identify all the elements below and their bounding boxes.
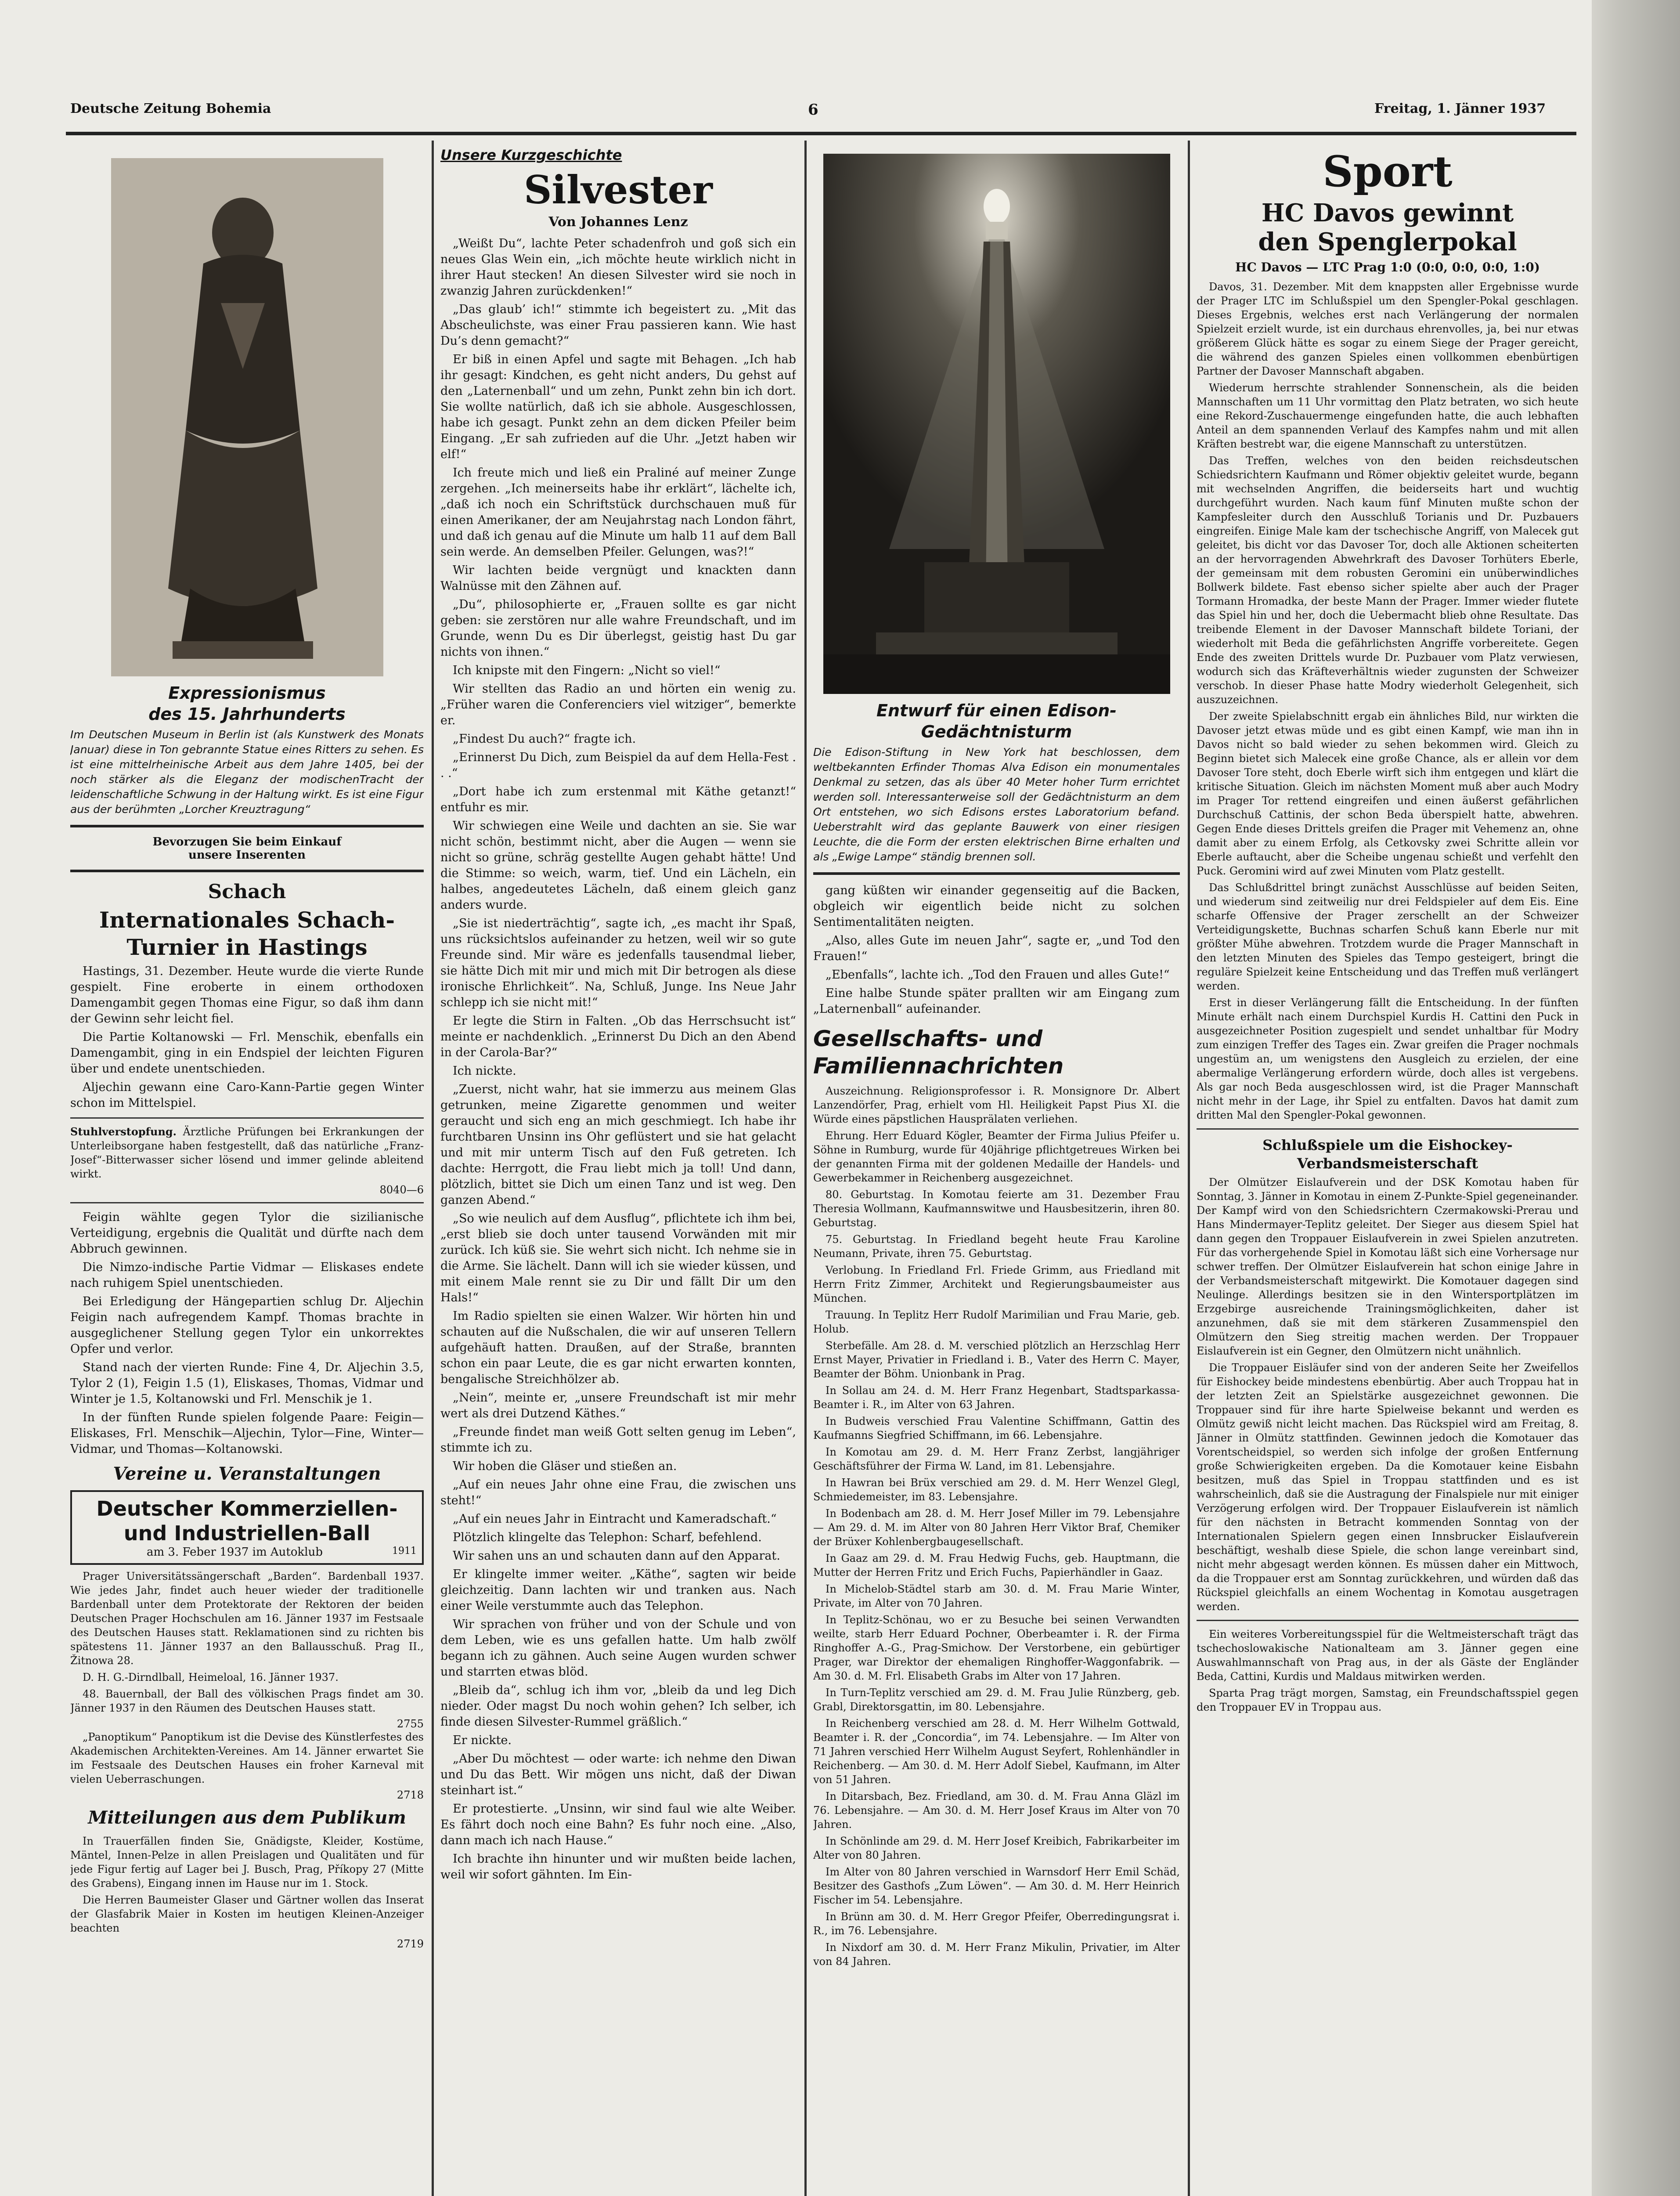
edison-tower-photo [823,154,1170,694]
separator [813,872,1180,875]
schluss-body [1197,1175,1579,1614]
story-paragraph: „Auf ein neues Jahr in Eintracht und Kameradschaft.“ [453,1512,777,1526]
story-paragraph: „Freunde findet man weiß Gott selten genug im Leben“, stimmte ich zu. [440,1425,796,1455]
vereine-title: Vereine u. Veranstaltungen [113,1463,381,1484]
chess-section-title: Schach [208,881,286,903]
family-news-paragraph: Sterbefälle. Am 28. d. M. verschied plötzlich an Herzschlag Herr Ernst Mayer, Privatier in Friedland i. B., Vater des Herrn C. Mayer, Beamter der Böhm. Unionbank in Prag. [813,1340,1180,1380]
family-news-paragraph: In Turn-Teplitz verschied am 29. d. M. Frau Julie Rünzberg, geb. Grabl, Direktorsgattin, im 80. Lebensjahre. [813,1687,1180,1713]
story-paragraph: Er nickte. [453,1734,512,1747]
family-news-paragraph: In Hawran bei Brüx verschied am 29. d. M. Herr Wenzel Glegl, Schmiedemeister, im 83. Lebensjahre. [813,1477,1180,1503]
story-paragraph: gang küßten wir einander gegenseitig auf die Backen, obgleich wir eigentlich beide nicht zu solchen Sentimentalitäten neigten. [813,884,1180,929]
schluss-paragraph: Der Olmützer Eislaufverein und der DSK Komotau haben für Sonntag, 3. Jänner in Komotau in einem Z-Punkte-Spiel gegeneinander. Der Kampf wird von den Schiedsrichtern Czermakowski-Prerau und Hans Mindermayer-Teplitz geleitet. Der Sieger aus diesem Spiel hat dann gegen den Troppauer Eislaufverein in zwei Spielen anzutreten. Für das vorhergehende Spiel in Komotau läßt sich eine Vorhersage nur schwer treffen. Der Olmützer Eislaufverein hat schon einige Jahre in der Verbandsmeisterschaft mitgewirkt. Die Komotauer dagegen sind Neulinge. Allerdings besitzen sie in den Wintersportplätzen im Erzgebirge ausreichende Trainingsmöglichkeiten, daher ist anzunehmen, daß sie mit dem stärkeren Zusammenspiel den Olmützern den Sieg streitig machen werden. Der Troppauer Eislaufverein ist ein Gegner, den Olmützern nicht unähnlich. [1197,1176,1579,1357]
story-paragraph: Er legte die Stirn in Falten. „Ob das Herrschsucht ist“ meinte er nachdenklich. „Erinnerst Du Dich an den Abend in der Carola-Bar?“ [440,1014,796,1059]
ad-code: 8040—6 [379,1184,424,1196]
sport-paragraph: Das Treffen, welches von den beiden reichsdeutschen Schiedsrichtern Kaufmann und Römer objektiv geleitet wurde, begann mit wechselnden Angriffen, die beiderseits hart und wuchtig durchgeführt wurden. Nach kaum fünf Minuten mußte schon der Kampfesleiter durch den Ausschluß Torianis und Dr. Puzbauers eingreifen. Einige Male kam der tschechische Angriff, von Malecek gut geleitet, bis dicht vor das Davoser Tor, doch alle Aktionen scheiterten an der hervorragenden Abwehrkraft des Davoser Torhüters Eberle, der gemeinsam mit dem robusten Geromini ein unüberwindliches Bollwerk bildete. Fast ebenso sicher spielte aber auch der Prager Tormann Hromadka, der beste Mann der Prager. Immer wieder flutete das Spiel hin und her, doch die Uebermacht blieb ohne Resultate. Das treibende Element in der Davoser Mannschaft bildete Toriani, der wiederholt mit Beda die gefährlichsten Angriffe vorbereitete. Gegen Ende des zweiten Drittels wurde Dr. Puzbauer vom Platz verwiesen, wodurch sich das Kräfteverhältnis wieder zugunsten der Schweizer verschob. In dieser Phase hatte Modry wiederholt Gelegenheit, sich auszuzeichnen. [1197,455,1579,706]
sport-body [1197,280,1579,1122]
photo-caption-title: Entwurf für einen Edison- Gedächtnisturm [876,701,1117,741]
family-news-paragraph: Auszeichnung. Religionsprofessor i. R. Monsignore Dr. Albert Lanzendörfer, Prag, erhielt vom Hl. Heiligkeit Papst Pius XI. die Würde eines päpstlichen Hausprälaten verliehen. [813,1085,1180,1125]
column-2 [440,145,796,2196]
advertisers-notice: Bevorzugen Sie beim Einkauf unsere Inserenten [152,835,342,862]
story-paragraph: „Das glaub’ ich!“ stimmte ich begeistert zu. „Mit das Abscheulichste, was einer Frau passieren kann. Wie hast Du’s denn gemacht?“ [440,303,796,348]
story-paragraph: „Aber Du möchtest — oder warte: ich nehme den Diwan und Du das Bett. Wir mögen uns nicht, daß der Diwan steinhart ist.“ [440,1752,796,1797]
mitteilungen-paragraph: In Trauerfällen finden Sie, Gnädigste, Kleider, Kostüme, Mäntel, Innen-Pelze in allen Preislagen und Qualitäten und für jede Figur fertig auf Lager bei J. Busch, Prag, Příkopy 27 (Mitte des Grabens), Eingang innen im Hause nur im 1. Stock. [70,1835,424,1889]
chess-paragraph: In der fünften Runde spielen folgende Paare: Feigin—Eliskases, Frl. Menschik—Aljechin, Tylor—Fine, Winter—Vidmar, und Thomas—Koltanowski. [70,1411,424,1456]
story-paragraph: Ich nickte. [453,1064,516,1078]
story-paragraph: „So wie neulich auf dem Ausflug“, pflichtete ich ihm bei, „erst blieb sie doch unter tausend Vorwänden mit mir zurück. Ich küß sie. Sie wehrt sich nicht. Ich nehme sie in die Arme. Sie lächelt. Dann will ich sie wieder küssen, und mit einem Male rennt sie zu Dir und fällt Dir um den Hals!“ [440,1212,796,1304]
masthead-rule [66,132,1576,135]
sport-paragraph: Wiederum herrschte strahlender Sonnenschein, als die beiden Mannschaften um 11 Uhr vormittag den Platz betraten, wo sich heute eine Rekord-Zuschauermenge eingefunden hatte, die auch lebhaften Anteil an dem spannenden Verlauf des Kampfes nahm und mit allen Kräften bestrebt war, die eigene Mannschaft zu unterstützen. [1197,382,1579,450]
ball-title: Deutscher Kommerziellen- und Industriellen-Ball [96,1497,398,1545]
chess-paragraph: Bei Erledigung der Hängepartien schlug Dr. Aljechin Feigin nach aufregendem Kampf. Thomas brachte in ausgeglichener Stellung gegen Tylor ein unkorrektes Opfer und verlor. [70,1295,424,1356]
family-news-paragraph: In Brünn am 30. d. M. Herr Gregor Pfeifer, Oberredingungsrat i. R., im 76. Lebensjahre. [813,1911,1180,1937]
story-paragraph: „Auf ein neues Jahr ohne eine Frau, die zwischen uns steht!“ [440,1478,796,1507]
chess-paragraph: Die Nimzo-indische Partie Vidmar — Eliskases endete nach ruhigem Spiel unentschieden. [70,1261,424,1290]
sport-paragraph: Der zweite Spielabschnitt ergab ein ähnliches Bild, nur wirkten die Davoser jetzt etwas müde und es gibt einen Kampf, wie man ihn in Davos nicht so bald wieder zu sehen bekommen wird. Gleich zu Beginn bietet sich Malecek eine große Chance, als er allein vor dem Davoser Tore steht, doch Eberle wirft sich ihm entgegen und klärt die kritische Situation. Gleich im nächsten Moment muß aber auch Modry im Prager Tor rettend eingreifen und einen äußerst gefährlichen Durchschuß Cattinis, der schon Beda überspielt hatte, abwehren. Gegen Ende dieses Drittels greifen die Prager mit Vehemenz an, ohne damit aber zu einem Erfolg, als Cetkovsky zwei Schritte allein vor Eberle auftaucht, aber die Scheibe ungenau schießt und verfehlt den Puck. Geromini wird auf zwei Minuten vom Platz gestellt. [1197,710,1579,877]
photo-caption-title: Expressionismus des 15. Jahrhunderts [148,683,346,724]
story-paragraph: „Dort habe ich zum erstenmal mit Käthe getanzt!“ entfuhr es mir. [440,785,796,814]
vereine-paragraph: Prager Universitätssängerschaft „Barden“. Bardenball 1937. Wie jedes Jahr, findet auch heuer wieder der traditionelle Bardenball unter dem Protektorate der Rektoren der beiden Deutschen Prager Hochschulen am 16. Jänner 1937 im Festsaale des Deutschen Hauses statt. Reklamationen sind zu richten bis spätestens 11. Jänner 1937 an den Ballausschuß. Prag II., Žitnowa 28. [70,1570,424,1667]
story-title: Silvester [523,167,713,213]
story-body [440,236,796,1883]
mitteilungen-paragraph: Die Herren Baumeister Glaser und Gärtner wollen das Inserat der Glasfabrik Maier in Kosten im heutigen Kleinen-Anzeiger beachten [70,1894,424,1934]
story-paragraph: „Du“, philosophierte er, „Frauen sollte es gar nicht geben: sie zerstören nur alle wahre Freundschaft, und im Grunde, wenn Du es Dir überlegst, geistig hast Du gar nichts von ihnen.“ [440,598,796,659]
story-paragraph: „Nein“, meinte er, „unsere Freundschaft ist mir mehr wert als drei Dutzend Käthes.“ [440,1391,796,1420]
masthead-title: Deutsche Zeitung Bohemia [70,101,271,116]
ad-paragraph [70,1125,424,1181]
separator [70,825,424,827]
story-paragraph: Wir stellten das Radio an und hörten ein wenig zu. „Früher waren die Conferenciers viel witziger“, bemerkte er. [440,682,796,727]
column-3 [813,145,1180,2196]
family-news-paragraph: In Komotau am 29. d. M. Herr Franz Zerbst, langjähriger Geschäftsführer der Firma W. Land, im 81. Lebensjahre. [813,1446,1180,1472]
family-news-paragraph: In Schönlinde am 29. d. M. Herr Josef Kreibich, Fabrikarbeiter im Alter von 80 Jahren. [813,1835,1180,1861]
family-news-paragraph: In Sollau am 24. d. M. Herr Franz Hegenbart, Stadtsparkassa-Beamter i. R., im Alter von 63 Jahren. [813,1384,1180,1411]
ball-advertisement [70,1490,424,1565]
separator [1197,1620,1579,1621]
sport-paragraph: Davos, 31. Dezember. Mit dem knappsten aller Ergebnisse wurde der Prager LTC im Schlußspiel um den Spengler-Pokal geschlagen. Dieses Ergebnis, welches erst nach Verlängerung der normalen Spielzeit erzielt wurde, ist ein durchaus ehrenvolles, ja, bei nur etwas größerem Glück hätte es sogar zu einem Siege der Prager gereicht, die während des ganzen Spieles einen vollkommen ebenbürtigen Partner der Davoser Mannschaft abgaben. [1197,281,1579,377]
separator [1197,1128,1579,1130]
photo-caption: Im Deutschen Museum in Berlin ist (als Kunstwerk des Monats Januar) diese in Ton gebrannte Statue eines Ritters zu sehen. Es ist eine mittelrheinische Arbeit aus dem Jahre 1405, bei der noch stärker als die Eleganz der modischenTracht der leidenschaftliche Schwung in der Haltung wirkt. Es ist eine Figur aus der berühmten „Lorcher Kreuztragung“ [70,728,424,816]
column-divider [432,141,434,2196]
vereine-code: 2718 [397,1789,424,1801]
family-news-paragraph: Trauung. In Teplitz Herr Rudolf Marimilian und Frau Marie, geb. Holub. [813,1309,1180,1335]
story-paragraph: Ich knipste mit den Fingern: „Nicht so viel!“ [453,664,721,677]
family-news-paragraph: In Teplitz-Schönau, wo er zu Besuche bei seinen Verwandten weilte, starb Herr Eduard Pochner, Oberbeamter i. R. der Firma Ringhoffer A.-G., Prag-Smichow. Der Verstorbene, ein gebürtiger Prager, war Direktor der ehemaligen Ringhoffer-Waggonfabrik. — Am 30. d. M. Frl. Elisabeth Grabs im Alter von 17 Jahren. [813,1614,1180,1682]
story-paragraph: Im Radio spielten sie einen Walzer. Wir hörten hin und schauten auf die Nußschalen, die wir auf unseren Tellern aufgehäuft hatten. Draußen, auf der Straße, brannten schon ein paar Leute, die es gar nicht erwarten konnten, bengalische Streichhölzer ab. [440,1309,796,1386]
family-news-paragraph: In Ditarsbach, Bez. Friedland, am 30. d. M. Frau Anna Gläzl im 76. Lebensjahre. — Am 30. d. M. Herr Josef Kraus im Alter von 70 Jahren. [813,1790,1180,1831]
story-paragraph: Wir lachten beide vergnügt und knackten dann Walnüsse mit den Zähnen auf. [440,563,796,593]
story-paragraph: Plötzlich klingelte das Telephon: Scharf, befehlend. [453,1531,762,1544]
family-news-body [813,1084,1180,1968]
ad-title: Stuhlverstopfung. [70,1125,177,1138]
story-paragraph: Eine halbe Stunde später prallten wir am Eingang zum „Laternenball“ aufeinander. [813,986,1180,1016]
chess-headline: Internationales Schach- Turnier in Hastings [99,907,395,960]
story-paragraph: Wir sprachen von früher und von der Schule und von dem Leben, wie es uns gefallen hatte. Um halb zwölf begann ich zu gähnen. Auch seine Augen wurden schwer und starrten etwas blöd. [440,1618,796,1679]
story-paragraph: Ich freute mich und ließ ein Praliné auf meiner Zunge zergehen. „Ich meinerseits habe ihr erklärt“, lächelte ich, „daß ich noch ein Schriftstück durchschauen muß für einen Amerikaner, der am Neujahrstag nach London fährt, und daß ich genau auf die Minute um halb 11 auf dem Ball sein werde. An demselben Pfeiler. Gelungen, was?!“ [440,466,796,559]
story-paragraph: „Weißt Du“, lachte Peter schadenfroh und goß sich ein neues Glas Wein ein, „ich möchte heute wirklich nicht in ihrer Haut stecken! An diesen Silvester wird sie noch in zwanzig Jahren zurückdenken!“ [440,237,796,298]
sport-paragraph: Das Schlußdrittel bringt zunächst Ausschlüsse auf beiden Seiten, und wiederum sind zeitweilig nur drei Feldspieler auf dem Eis. Eine scharfe Offensive der Prager zerschellt an der Schweizer Verteidigungskette, Buchnas scharfen Schuß kann Eberle nur mit größter Mühe abwehren. Trotzdem wurde die Prager Mannschaft in den letzten Minuten des Spieles das Tempo gesteigert, bringt die reguläre Spielzeit keine Entscheidung und das Treffen muß verlängert werden. [1197,881,1579,992]
story-paragraph: Ich brachte ihn hinunter und wir mußten beide lachen, weil wir sofort gähnten. Im Ein- [440,1852,796,1882]
chess-paragraph: Stand nach der vierten Runde: Fine 4, Dr. Aljechin 3.5, Tylor 2 (1), Feigin 1.5 (1), Eliskases, Thomas, Vidmar und Winter je 1.5, Koltanowski und Frl. Menschik je 1. [70,1361,424,1406]
vereine-paragraph: „Panoptikum“ Panoptikum ist die Devise des Künstlerfestes des Akademischen Architekten-Vereines. Am 14. Jänner erwartet Sie im Festsaale des Deutschen Hauses ein froher Karneval mit vielen Ueberraschungen. [70,1731,424,1785]
family-news-paragraph: In Gaaz am 29. d. M. Frau Hedwig Fuchs, geb. Hauptmann, die Mutter der Herren Fritz und Erich Fuchs, Papierhändler in Gaaz. [813,1552,1180,1578]
story-paragraph: „Erinnerst Du Dich, zum Beispiel da auf dem Hella-Fest . . .“ [440,751,796,780]
vereine-paragraph: D. H. G.-Dirndlball, Heimeloal, 16. Jänner 1937. [83,1671,339,1683]
photo-caption: Die Edison-Stiftung in New York hat beschlossen, dem weltbekannten Erfinder Thomas Alva Edison ein monumentales Denkmal zu setzen, das als über 40 Meter hoher Turm errichtet werden soll. Interessanterweise soll der Gedächtnisturm an dem Ort entstehen, wo sich Edisons erstes Laboratorium befand. Ueberstrahlt wird das geplante Bauwerk von einer riesigen Leuchte, die die Form der ersten elektrischen Birne erhalten und als „Ewige Lampe“ ständig brennen soll. [813,746,1180,863]
column-divider [1188,141,1190,2196]
separator [70,870,424,872]
family-news-paragraph: Ehrung. Herr Eduard Kögler, Beamter der Firma Julius Pfeifer u. Söhne in Rumburg, wurde für 40jährige pflichtgetreues Wirken bei der genannten Firma mit der goldenen Medaille der Handels- und Gewerbekammer in Reichenberg ausgezeichnet. [813,1130,1180,1184]
issue-date: Freitag, 1. Jänner 1937 [1374,101,1546,116]
family-news-paragraph: 80. Geburtstag. In Komotau feierte am 31. Dezember Frau Theresia Wollmann, Kaufmannswitwe und Hausbesitzerin, ihren 80. Geburtstag. [813,1188,1180,1229]
story-paragraph: „Bleib da“, schlug ich ihm vor, „bleib da und leg Dich nieder. Oder magst Du noch wohin gehen? Ich selber, ich finde diesen Silvester-Rummel gräßlich.“ [440,1683,796,1729]
story-paragraph: „Findest Du auch?“ fragte ich. [453,732,636,746]
story-paragraph: Er biß in einen Apfel und sagte mit Behagen. „Ich hab ihr gesagt: Kindchen, es geht nicht anders, Du gehst auf den „Laternenball“ und um zehn, Punkt zehn bin ich dort. Sie wollte natürlich, daß ich sie abhole. Ausgeschlossen, habe ich gesagt. Punkt zehn an dem dicken Pfeiler beim Eingang. „Er sah zufrieden auf die Uhr. „Jetzt haben wir elf!“ [440,353,796,461]
schluss-paragraph: Die Troppauer Eisläufer sind von der anderen Seite her Zweifellos für Eishockey beide mindestens ebenbürtig. Aber auch Troppau hat in der letzten Zeit an Spielstärke ausgezeichnet gewonnen. Die Troppauer sind für ihre harte Spielweise bekannt und werden es Olmütz gewiß nicht leicht machen. Das Rückspiel wird am Freitag, 8. Jänner in Olmütz stattfinden. Gewinnen jedoch die Komotauer das Vorentscheidspiel, so werden sich infolge der großen Entfernung große Schwierigkeiten ergeben. Da die Komotauer keine Eisbahn besitzen, muß das Spiel in Troppau stattfinden und es ist wahrscheinlich, daß sie die Austragung der Finalspiele nur mit einiger Verzögerung erfolgen wird. Der Troppauer Eislaufverein ist nämlich für den nächsten in Betracht kommenden Sonntag von der Internationalen Spielern gegen einen Innsbrucker Eislaufverein beschäftigt, weshalb diese Spiele, die schon lange vereinbart sind, nicht mehr abgesagt werden können. Es müssen daher ein Mittwoch, da die Troppauer erst am Sonntag zurückkehren, und würden daß das Rückspiel gleichfalls an einem Wochentag in Komotau ausgetragen werden. [1197,1362,1579,1613]
sport-headline: HC Davos gewinnt den Spenglerpokal [1258,199,1517,256]
story-paragraph: „Sie ist niederträchtig“, sagte ich, „es macht ihr Spaß, uns rücksichtslos aufeinander zu hetzen, weil wir so gute Freunde sind. Mir wäre es jedenfalls tausendmal lieber, sie hätte Dich mit mir und mich mit Dir betrogen als diese ironische Ehrlichkeit“. Na, Schluß, Junge. Ins Neue Jahr schlepp ich sie nicht mit!“ [440,917,796,1009]
family-news-paragraph: In Bodenbach am 28. d. M. Herr Josef Miller im 79. Lebensjahre — Am 29. d. M. im Alter von 80 Jahren Herr Viktor Braf, Chemiker der Brüxer Kohlenbergbaugesellschaft. [813,1507,1180,1548]
story-paragraph: „Zuerst, nicht wahr, hat sie immerzu aus meinem Glas getrunken, meine Zigarette genommen und weiter geraucht und sich eng an mich geschmiegt. Ich habe ihr furchtbaren Unsinn ins Ohr geflüstert und sie hat gelacht und mit mir unterm Tisch auf den Fuß getreten. Ich dachte: Herrgott, die Frau liebt mich ja toll! Und dann, plötzlich, bittet sie Dich um einen Tanz und ist weg. Den ganzen Abend.“ [440,1083,796,1207]
chess-paragraph: Hastings, 31. Dezember. Heute wurde die vierte Runde gespielt. Fine eroberte in einem orthodoxen Damengambit gegen Thomas eine Figur, so daß ihm dann der Gewinn sehr leicht fiel. [70,964,424,1026]
story-paragraph: Wir hoben die Gläser und stießen an. [453,1459,677,1473]
separator [70,1117,424,1119]
sport-section-title: Sport [1323,147,1453,196]
knight-sculpture-photo [111,158,383,676]
family-news-paragraph: Verlobung. In Friedland Frl. Friede Grimm, aus Friedland mit Herrn Fritz Zimmer, Architekt und Regierungsbaumeister aus München. [813,1264,1180,1304]
family-news-paragraph: In Reichenberg verschied am 28. d. M. Herr Wilhelm Gottwald, Beamter i. R. der „Concordia“, im 74. Lebensjahre. — Im Alter von 71 Jahren verschied Herr Wilhelm August Seyfert, Rohlenhändler in Reichenberg. — Am 30. d. M. Herr Adolf Siebel, Kaufmann, im Alter von 51 Jahren. [813,1717,1180,1786]
family-news-paragraph: In Budweis verschied Frau Valentine Schiffmann, Gattin des Kaufmanns Siegfried Schiffmann, im 66. Lebensjahre. [813,1415,1180,1441]
story-paragraph: Wir sahen uns an und schauten dann auf den Apparat. [453,1549,780,1563]
sport-paragraph: Erst in dieser Verlängerung fällt die Entscheidung. In der fünften Minute erhält nach einem Durchspiel Kurdis H. Cattini den Puck in ausgezeichneter Position zugespielt und sendet unhaltbar für Modry zum einzigen Treffer des Tages ein. Zwar greifen die Prager nochmals ungestüm an, um wenigstens den Ausgleich zu erzielen, der eine abermalige Verlängerung erfordern würde, doch alles ist vergebens. Als gar noch Beda ausgeschlossen wird, ist die Prager Mannschaft nicht mehr in der Lage, ihr Spiel zu entfalten. Davos hat damit zum dritten Mal den Spengler-Pokal gewonnen. [1197,997,1579,1121]
story-byline: Von Johannes Lenz [548,214,688,230]
ad-text: Ärztliche Prüfungen bei Erkrankungen der Unterleibsorgane haben festgestellt, daß das natürliche „Franz-Josef“-Bitterwasser sicher lösend und immer gelinde ableitend wirkt. [70,1126,424,1180]
story-paragraph: Er klingelte immer weiter. „Käthe“, sagten wir beide gleichzeitig. Dann lachten wir und tranken aus. Nach einer Weile verstummte auch das Telephon. [440,1568,796,1613]
adjacent-page-edge [1592,0,1680,2196]
story-paragraph: „Also, alles Gute im neuen Jahr“, sagte er, „und Tod den Frauen!“ [813,934,1180,963]
ball-date [77,1546,417,1559]
story-paragraph: „Ebenfalls“, lachte ich. „Tod den Frauen und alles Gute!“ [826,968,1170,982]
mitteilungen-title: Mitteilungen aus dem Publikum [88,1807,406,1828]
sport-subhead: HC Davos — LTC Prag 1:0 (0:0, 0:0, 0:0, 1:0) [1235,260,1540,274]
ball-code: 1911 [392,1546,417,1557]
column-4 [1197,145,1579,2196]
family-news-title: Gesellschafts- und Familiennachrichten [813,1026,1064,1079]
page-number: 6 [808,101,818,119]
schluss-title: Schlußspiele um die Eishockey- Verbandsmeisterschaft [1262,1137,1513,1172]
family-news-paragraph: In Michelob-Städtel starb am 30. d. M. Frau Marie Winter, Private, im Alter von 70 Jahren. [813,1583,1180,1609]
sport-note-paragraph: Ein weiteres Vorbereitungsspiel für die Weltmeisterschaft trägt das tschechoslowakische Nationalteam am 3. Jänner gegen eine Auswahlmannschaft von Prag aus, in der als Gäste der Engländer Beda, Cattini, Kurdis und Maldaus mitwirken werden. [1197,1628,1579,1683]
column-1 [70,145,424,2196]
sport-note-paragraph: Sparta Prag trägt morgen, Samstag, ein Freundschaftsspiel gegen den Troppauer EV in Troppau aus. [1197,1687,1579,1713]
chess-paragraph: Die Partie Koltanowski — Frl. Menschik, ebenfalls ein Damengambit, ging in ein Endspiel der leichten Figuren über und endete unentschieden. [70,1030,424,1076]
family-news-paragraph: 75. Geburtstag. In Friedland begeht heute Frau Karoline Neumann, Private, ihren 75. Geburtstag. [813,1233,1180,1260]
extra-body [1197,1627,1579,1714]
story-paragraph: Er protestierte. „Unsinn, wir sind faul wie alte Weiber. Es fährt doch noch eine Bahn? Es fuhr noch eine. „Also, dann mach ich nach Hause.“ [440,1802,796,1847]
story-kicker: Unsere Kurzgeschichte [440,147,622,163]
mitteilungen-code: 2719 [397,1938,424,1950]
column-divider [804,141,807,2196]
knight-sculpture-illustration [111,158,383,676]
chess-paragraph: Aljechin gewann eine Caro-Kann-Partie gegen Winter schon im Mittelspiel. [70,1080,424,1110]
family-news-paragraph: In Nixdorf am 30. d. M. Herr Franz Mikulin, Privatier, im Alter von 84 Jahren. [813,1941,1180,1968]
edison-tower-illustration [823,154,1170,694]
ball-date-text: am 3. Feber 1937 im Autoklub [147,1546,323,1559]
family-news-paragraph: Im Alter von 80 Jahren verschied in Warnsdorf Herr Emil Schäd, Besitzer des Gasthofs „Zum Löwen“. — Am 30. d. M. Herr Heinrich Fischer im 54. Lebensjahre. [813,1866,1180,1906]
vereine-code: 2755 [397,1718,424,1730]
story-paragraph: Wir schwiegen eine Weile und dachten an sie. Sie war nicht schön, bestimmt nicht, aber die Augen — wenn sie nicht so grüne, schräg gestellte Augen gehabt hätte! Und die Stimme: so weich, warm, tief. Und ein Lächeln, ein halbes, angedeutetes Lächeln, daß einem gleich ganz anders wurde. [440,819,796,912]
chess-paragraph: Feigin wählte gegen Tylor die sizilianische Verteidigung, ergebnis die Qualität und dürfte nach dem Abbruch gewinnen. [70,1210,424,1256]
vereine-paragraph: 48. Bauernball, der Ball des völkischen Prags findet am 30. Jänner 1937 in den Räumen des Deutschen Hauses statt. [70,1688,424,1714]
separator [70,1202,424,1203]
